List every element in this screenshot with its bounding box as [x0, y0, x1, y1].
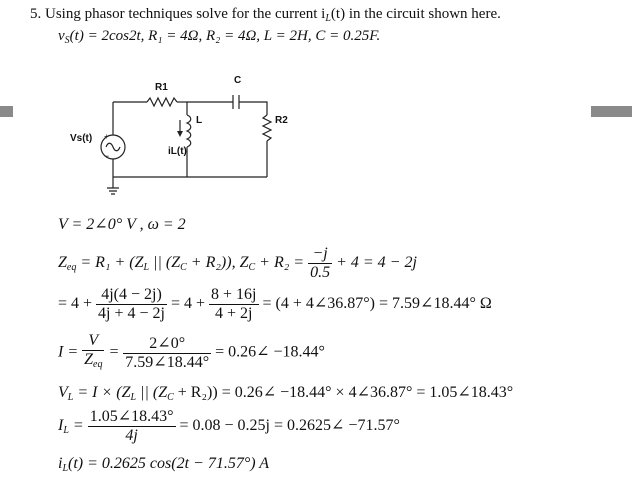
- solution-line-6: $I_L$ = $\frac{1.05\angle 18.43^\circ}{4j}$ = 0.08 − 0.25j = 0.2625∠ −71.57°: [58, 408, 400, 444]
- r2-resistor: [263, 115, 271, 141]
- svg-text:+: +: [104, 132, 109, 141]
- given-values: $v_S(t) = 2\cos 2t$, R₁ = 4Ω, R₂ = 4Ω, L = 2H, C = 0.25F.: [58, 28, 381, 46]
- label-r1: R1: [155, 82, 168, 93]
- solution-line-1: V = 2∠0° V , ω = 2: [58, 216, 186, 233]
- inductor-coil: [187, 115, 191, 147]
- solution-line-4: I = $\frac{V}{Z_{eq}}$ = $\frac{2\angle 0^\circ}{7.59\angle 18.44^\circ}$ = 0.26∠ −18.44°: [58, 332, 325, 374]
- fraction-current: $\frac{2\angle 0^\circ}{7.59\angle 18.44^\circ}$: [125, 334, 210, 371]
- statement-text: Using phasor techniques solve for the current i: [45, 6, 326, 22]
- solution-line-5: $V_L = I \times (Z_L$ || $(Z_C + R_2)$) = 0.26∠ −18.44° × 4∠36.87° = 1.05∠18.43°: [58, 384, 514, 403]
- solution-line-3: = 4 + $\frac{4j(4 - 2j)}{4j + 4 - 2j}$ = 4 + $\frac{8 + 16j}{4 + 2j}$ = (4 + 4∠36.87°) = 7.59∠18.44° Ω: [58, 286, 492, 322]
- fraction-il: $\frac{1.05\angle 18.43^\circ}{4j}$: [89, 408, 174, 444]
- wire-cap-right: [239, 102, 267, 115]
- fraction-parallel: $\frac{4j(4 - 2j)}{4j + 4 - 2j}$: [98, 286, 165, 322]
- r1-resistor: [147, 98, 177, 106]
- label-l: L: [196, 115, 203, 126]
- problem-number: 5.: [30, 6, 42, 22]
- svg-text:−: −: [104, 151, 110, 161]
- source-sine: [106, 143, 120, 151]
- ground-symbol: [107, 188, 119, 194]
- fraction-zc: $\frac{-j}{0.5}$: [310, 245, 331, 281]
- label-c: C: [234, 75, 242, 86]
- solution-line-7: $i_L(t) = 0.2625$ cos(2t − 71.57°) A: [58, 455, 270, 474]
- fraction-v-over-zeq: $\frac{V}{Z_{eq}}$: [84, 332, 103, 370]
- problem-statement: 5. Using phasor techniques solve for the current $i_L(t)$ in the circuit shown here.: [30, 6, 501, 24]
- label-il: iL(t): [168, 146, 187, 157]
- fraction-simplified: $\frac{8 + 16j}{4 + 2j}$: [211, 286, 257, 322]
- label-vs: Vs(t): [70, 133, 93, 144]
- label-r2: R2: [275, 115, 288, 126]
- solution-line-2: $Z_{eq} = R_1 + (Z_L$ || $(Z_C + R_2)$), $Z_C + R_2$ = $\frac{-j}{0.5}$ + 4 = 4 − 2j: [58, 245, 417, 281]
